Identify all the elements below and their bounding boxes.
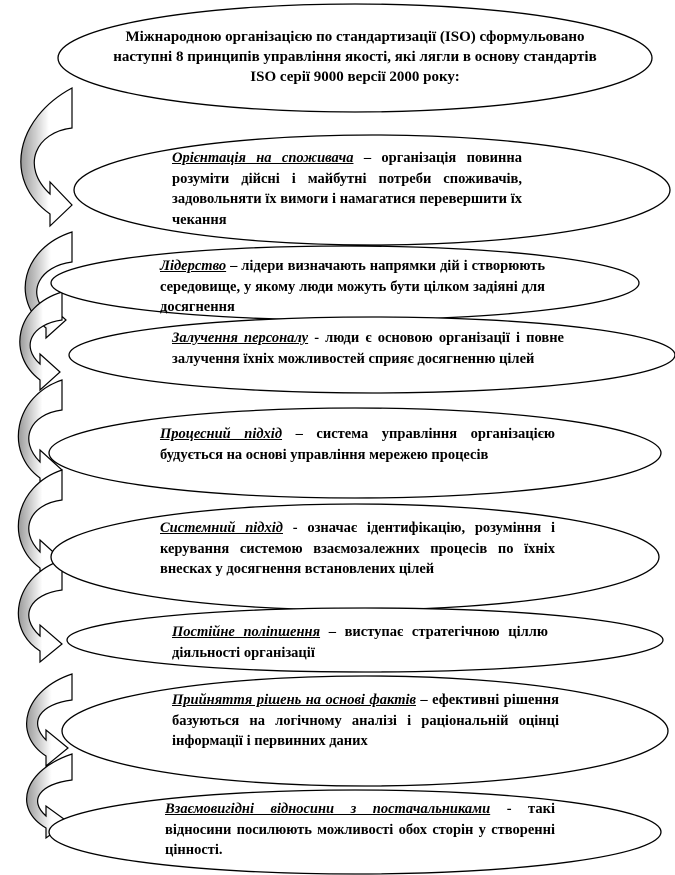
principle-3-description: - люди є основою організації і повне залучення їхніх можливостей сприяє досягненню цілей	[172, 330, 564, 367]
principle-3	[172, 328, 564, 369]
header-text: Міжнародною організацією по стандартизації (ISO) сформульовано наступні 8 принципів управління якості, які лягли в основу стандартів ISO серії 9000 версії 2000 року:	[113, 29, 597, 85]
principle-1-term: Орієнтація на споживача	[172, 150, 354, 166]
principle-5	[160, 518, 555, 580]
principle-6-term: Постійне поліпшення	[172, 624, 321, 640]
principle-8-term: Взаємовигідні відносини з постачальниками	[165, 801, 491, 817]
curved-arrow-icon	[20, 292, 62, 390]
principle-3-term: Залучення персоналу	[172, 330, 309, 346]
principle-5-term: Системний підхід	[160, 520, 283, 536]
principle-1	[172, 148, 522, 230]
principle-1-description: – організація повинна розуміти дійсні і майбутні потреби споживачів, задовольняти їх вимоги і намагатися перевершити їх чекання	[172, 150, 522, 228]
principle-6	[172, 622, 548, 663]
principle-8	[165, 799, 555, 861]
principle-5-description: - означає ідентифікацію, розуміння і керування системою взаємозалежних процесів по їхніх внесках у досягнення встановлених цілей	[160, 520, 555, 577]
principle-7-term: Прийняття рішень на основі фактів	[172, 692, 416, 708]
principle-4-term: Процесний підхід	[160, 426, 283, 442]
curved-arrow-icon	[18, 560, 62, 662]
principle-2	[160, 256, 545, 318]
principle-6-description: – виступає стратегічною ціллю діяльності організації	[172, 624, 548, 661]
principle-4-description: – система управління організацією будується на основі управління мережею процесів	[160, 426, 555, 463]
principle-4	[160, 424, 555, 465]
principle-2-term: Лідерство	[160, 258, 227, 274]
principle-2-description: – лідери визначають напрямки дій і створюють середовище, у якому люди можуть бути цілком задіяні для досягнення	[160, 258, 545, 315]
curved-arrow-icon	[27, 674, 72, 766]
curved-arrow-icon	[21, 88, 72, 226]
principle-7-description: – ефективні рішення базуються на логічному аналізі і раціональній оцінці інформації і первинних даних	[172, 692, 560, 749]
principle-7	[172, 690, 559, 752]
principle-8-description: - такі відносини посилюють можливості обох сторін у створенні цінності.	[165, 801, 555, 858]
